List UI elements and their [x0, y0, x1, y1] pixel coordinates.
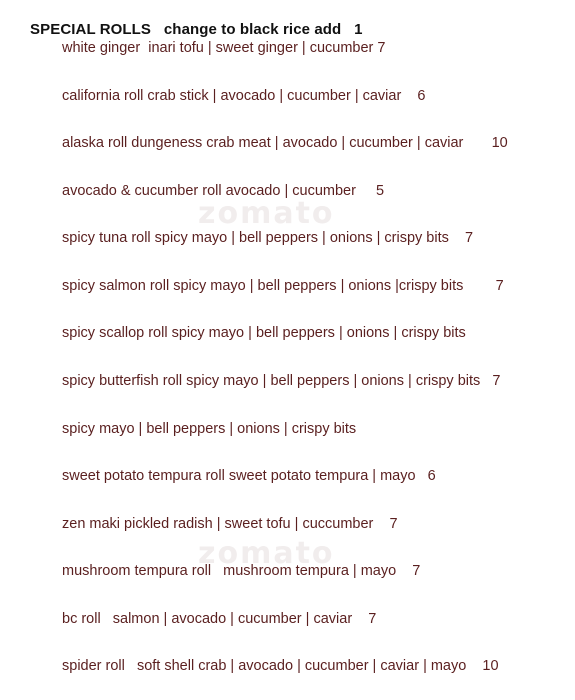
menu-item: zen maki pickled radish | sweet tofu | cuccumber 7 [62, 516, 398, 532]
menu-item: avocado & cucumber roll avocado | cucumber 5 [62, 183, 385, 199]
menu-item: spicy tuna roll spicy mayo | bell peppers | onions | crispy bits 7 [62, 230, 474, 246]
menu-item: spicy salmon roll spicy mayo | bell peppers | onions |crispy bits 7 [62, 278, 504, 294]
menu-item: spicy scallop roll spicy mayo | bell peppers | onions | crispy bits [62, 325, 466, 341]
black-rice-note: change to black rice add [163, 21, 342, 38]
menu-item: sweet potato tempura roll sweet potato tempura | mayo 6 [62, 468, 436, 484]
watermark-top: zomato [198, 196, 335, 231]
menu-item: white ginger inari tofu | sweet ginger | cucumber 7 [62, 40, 386, 56]
menu-item: spicy mayo | bell peppers | onions | crispy bits [62, 421, 357, 437]
menu-item: spider roll soft shell crab | avocado | cucumber | caviar | mayo 10 [62, 658, 499, 674]
black-rice-price: 1 [354, 21, 363, 38]
menu-item: bc roll salmon | avocado | cucumber | caviar 7 [62, 611, 377, 627]
menu-item: california roll crab stick | avocado | cucumber | caviar 6 [62, 88, 426, 104]
section-title: SPECIAL ROLLS [30, 21, 152, 38]
menu-item: spicy butterfish roll spicy mayo | bell peppers | onions | crispy bits 7 [62, 373, 501, 389]
watermark-bottom: zomato [198, 536, 335, 571]
menu-item: mushroom tempura roll mushroom tempura | mayo 7 [62, 563, 421, 579]
menu-item: alaska roll dungeness crab meat | avocado | cucumber | caviar 10 [62, 135, 508, 151]
